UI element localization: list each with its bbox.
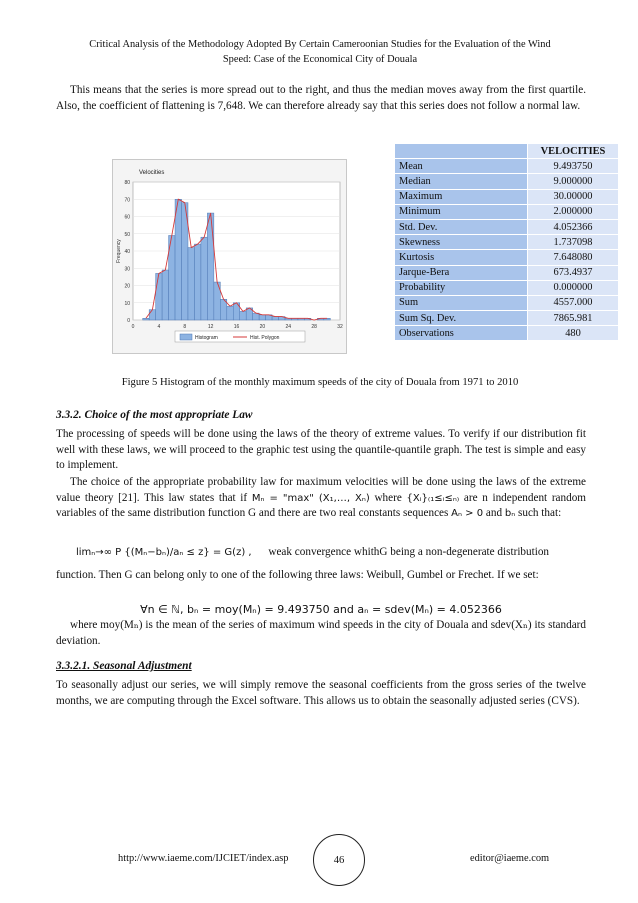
stats-label: Std. Dev. [395, 219, 528, 234]
p2-math-b: bₙ [504, 508, 516, 520]
figure-caption: Figure 5 Histogram of the monthly maximum speeds of the city of Douala from 1971 to 2010 [121, 377, 519, 388]
stats-value: 480 [528, 326, 619, 341]
x-tick-label: 8 [183, 324, 187, 330]
section-heading-3-3-2: 3.3.2. Choice of the most appropriate Law [56, 409, 253, 421]
stats-row [395, 265, 619, 280]
p2-text-c: are n independent random variables of the same distribution function G and there are two real constants sequences [56, 491, 586, 520]
x-tick-label: 32 [337, 324, 343, 330]
stats-row [395, 159, 619, 174]
chart-title: Velocities [139, 170, 165, 176]
limit-formula-tail: weak convergence whithG being a non-degenerate distribution [268, 546, 550, 558]
stats-label: Mean [395, 159, 528, 174]
legend-histogram-label: Histogram [195, 335, 218, 341]
stats-value: 4.052366 [528, 219, 619, 234]
legend-histogram-swatch [180, 334, 192, 340]
stats-value: 1.737098 [528, 235, 619, 250]
histogram-bar [227, 306, 233, 320]
y-tick-label: 0 [127, 318, 130, 324]
y-tick-label: 50 [124, 231, 130, 238]
p2-text-d: and [483, 507, 505, 520]
y-tick-label: 20 [124, 283, 130, 290]
stats-row [395, 174, 619, 189]
p2-math-x: {Xᵢ}₍₁≤ᵢ≤ₙ₎ [406, 492, 460, 504]
y-tick-label: 40 [124, 249, 130, 255]
stats-label: Sum Sq. Dev. [395, 311, 528, 326]
histogram-bar [162, 270, 168, 320]
p2-text-e: such that: [515, 507, 562, 520]
statistics-table [394, 143, 619, 341]
histogram-chart [113, 160, 346, 353]
stats-label: Maximum [395, 189, 528, 204]
page-number: 46 [333, 854, 345, 866]
x-tick-label: 12 [207, 324, 214, 330]
histogram-bar [220, 299, 226, 320]
stats-row [395, 250, 619, 265]
legend-polygon-label: Hist. Polygon [250, 335, 280, 341]
y-tick-label: 80 [124, 180, 130, 186]
stats-row [395, 189, 619, 204]
x-tick-label: 24 [285, 324, 292, 330]
centered-formula: ∀n ∈ ℕ, bₙ = moy(Mₙ) = 9.493750 and aₙ = sdev(Mₙ) = 4.052366 [140, 603, 502, 616]
histogram-bar [175, 199, 181, 320]
section-heading-3-3-2-1: 3.3.2.1. Seasonal Adjustment [56, 660, 192, 672]
section-3-3-2-paragraph-3: function. Then G can belong only to one of the following three laws: Weibull, Gumbel or Frechet. If we set: [56, 569, 539, 581]
stats-label: Observations [395, 326, 528, 341]
header-line-1: Critical Analysis of the Methodology Adopted By Certain Cameroonian Studies for the Evaluation of the Wind [89, 39, 551, 50]
intro-paragraph: This means that the series is more spread out to the right, and thus the median moves away from the first quartile. Also, the coefficient of flattening is 7,648. We can therefore already say that this series does not follow a normal law. [56, 84, 586, 112]
y-tick-label: 60 [124, 214, 130, 221]
histogram-bar [259, 315, 265, 320]
histogram-bar [207, 213, 213, 320]
page-number-badge [313, 834, 365, 886]
section-3-3-2-1-paragraph: To seasonally adjust our series, we will simply remove the seasonal coefficients from the gross series of the twelve months, we are computing through the Excel software. This allows us to obtain the seasonally adjusted series (CVS). [56, 679, 586, 707]
stats-header-blank [395, 144, 528, 159]
x-tick-label: 20 [259, 324, 266, 330]
p2-math-a: Aₙ > 0 [451, 508, 484, 520]
x-tick-label: 28 [311, 324, 317, 330]
stats-label: Probability [395, 280, 528, 295]
stats-row [395, 204, 619, 219]
stats-label: Median [395, 174, 528, 189]
section-3-3-2-paragraph-4: where moy(Mₙ) is the mean of the series of maximum wind speeds in the city of Douala and sdev(Xₙ) its standard deviation. [56, 619, 586, 647]
stats-row [395, 235, 619, 250]
header-line-2: Speed: Case of the Economical City of Douala [222, 54, 418, 65]
stats-label: Skewness [395, 235, 528, 250]
stats-header: VELOCITIES [528, 144, 619, 159]
stats-value: 2.000000 [528, 204, 619, 219]
stats-row [395, 280, 619, 295]
y-axis-label: Frequency [116, 239, 122, 263]
histogram-bar [272, 317, 278, 320]
section-3-3-2-paragraph-2 [56, 475, 586, 522]
x-tick-label: 0 [131, 324, 135, 330]
histogram-figure [112, 159, 347, 354]
p2-text-b: where [369, 491, 407, 504]
limit-formula: limₙ→∞ P {(Mₙ−bₙ)/aₙ ≤ z} = G(z) , [76, 547, 252, 558]
histogram-bar [156, 273, 162, 320]
stats-value: 673.4937 [528, 265, 619, 280]
y-tick-label: 30 [124, 266, 130, 273]
stats-label: Minimum [395, 204, 528, 219]
stats-header-row [395, 144, 619, 159]
stats-value: 7865.981 [528, 311, 619, 326]
histogram-bar [143, 318, 149, 320]
x-tick-label: 4 [157, 324, 161, 330]
stats-value: 0.000000 [528, 280, 619, 295]
histogram-bar [201, 237, 207, 320]
stats-row [395, 326, 619, 341]
stats-value: 7.648080 [528, 250, 619, 265]
stats-value: 9.000000 [528, 174, 619, 189]
stats-label: Sum [395, 295, 528, 310]
footer-url: http://www.iaeme.com/IJCIET/index.asp [118, 853, 289, 864]
stats-row [395, 311, 619, 326]
y-tick-label: 70 [124, 197, 130, 204]
footer-email: editor@iaeme.com [470, 853, 550, 864]
stats-label: Kurtosis [395, 250, 528, 265]
histogram-bar [149, 310, 155, 320]
stats-row [395, 295, 619, 310]
histogram-bar [240, 311, 246, 320]
y-tick-label: 10 [124, 300, 130, 307]
stats-value: 4557.000 [528, 295, 619, 310]
limit-formula-line [76, 545, 586, 561]
stats-row [395, 219, 619, 234]
stats-value: 9.493750 [528, 159, 619, 174]
running-header [60, 37, 580, 67]
histogram-bar [194, 244, 200, 320]
histogram-bar [188, 248, 194, 320]
stats-value: 30.00000 [528, 189, 619, 204]
x-tick-label: 16 [233, 324, 240, 330]
p2-text-a: The choice of the appropriate probability law for maximum velocities will be done using the laws of the extreme value theory [21]. This law states that if [56, 476, 586, 504]
section-3-3-2-paragraph-1: The processing of speeds will be done using the laws of the theory of extreme values. To verify if our distribution fit well with these laws, we will proceed to the graphic test using the quantile-quantile graph. The test is simple and easy to implement. [56, 428, 586, 472]
p2-math-m: Mₙ = "max" (X₁,…, Xₙ) [251, 492, 370, 504]
stats-label: Jarque-Bera [395, 265, 528, 280]
